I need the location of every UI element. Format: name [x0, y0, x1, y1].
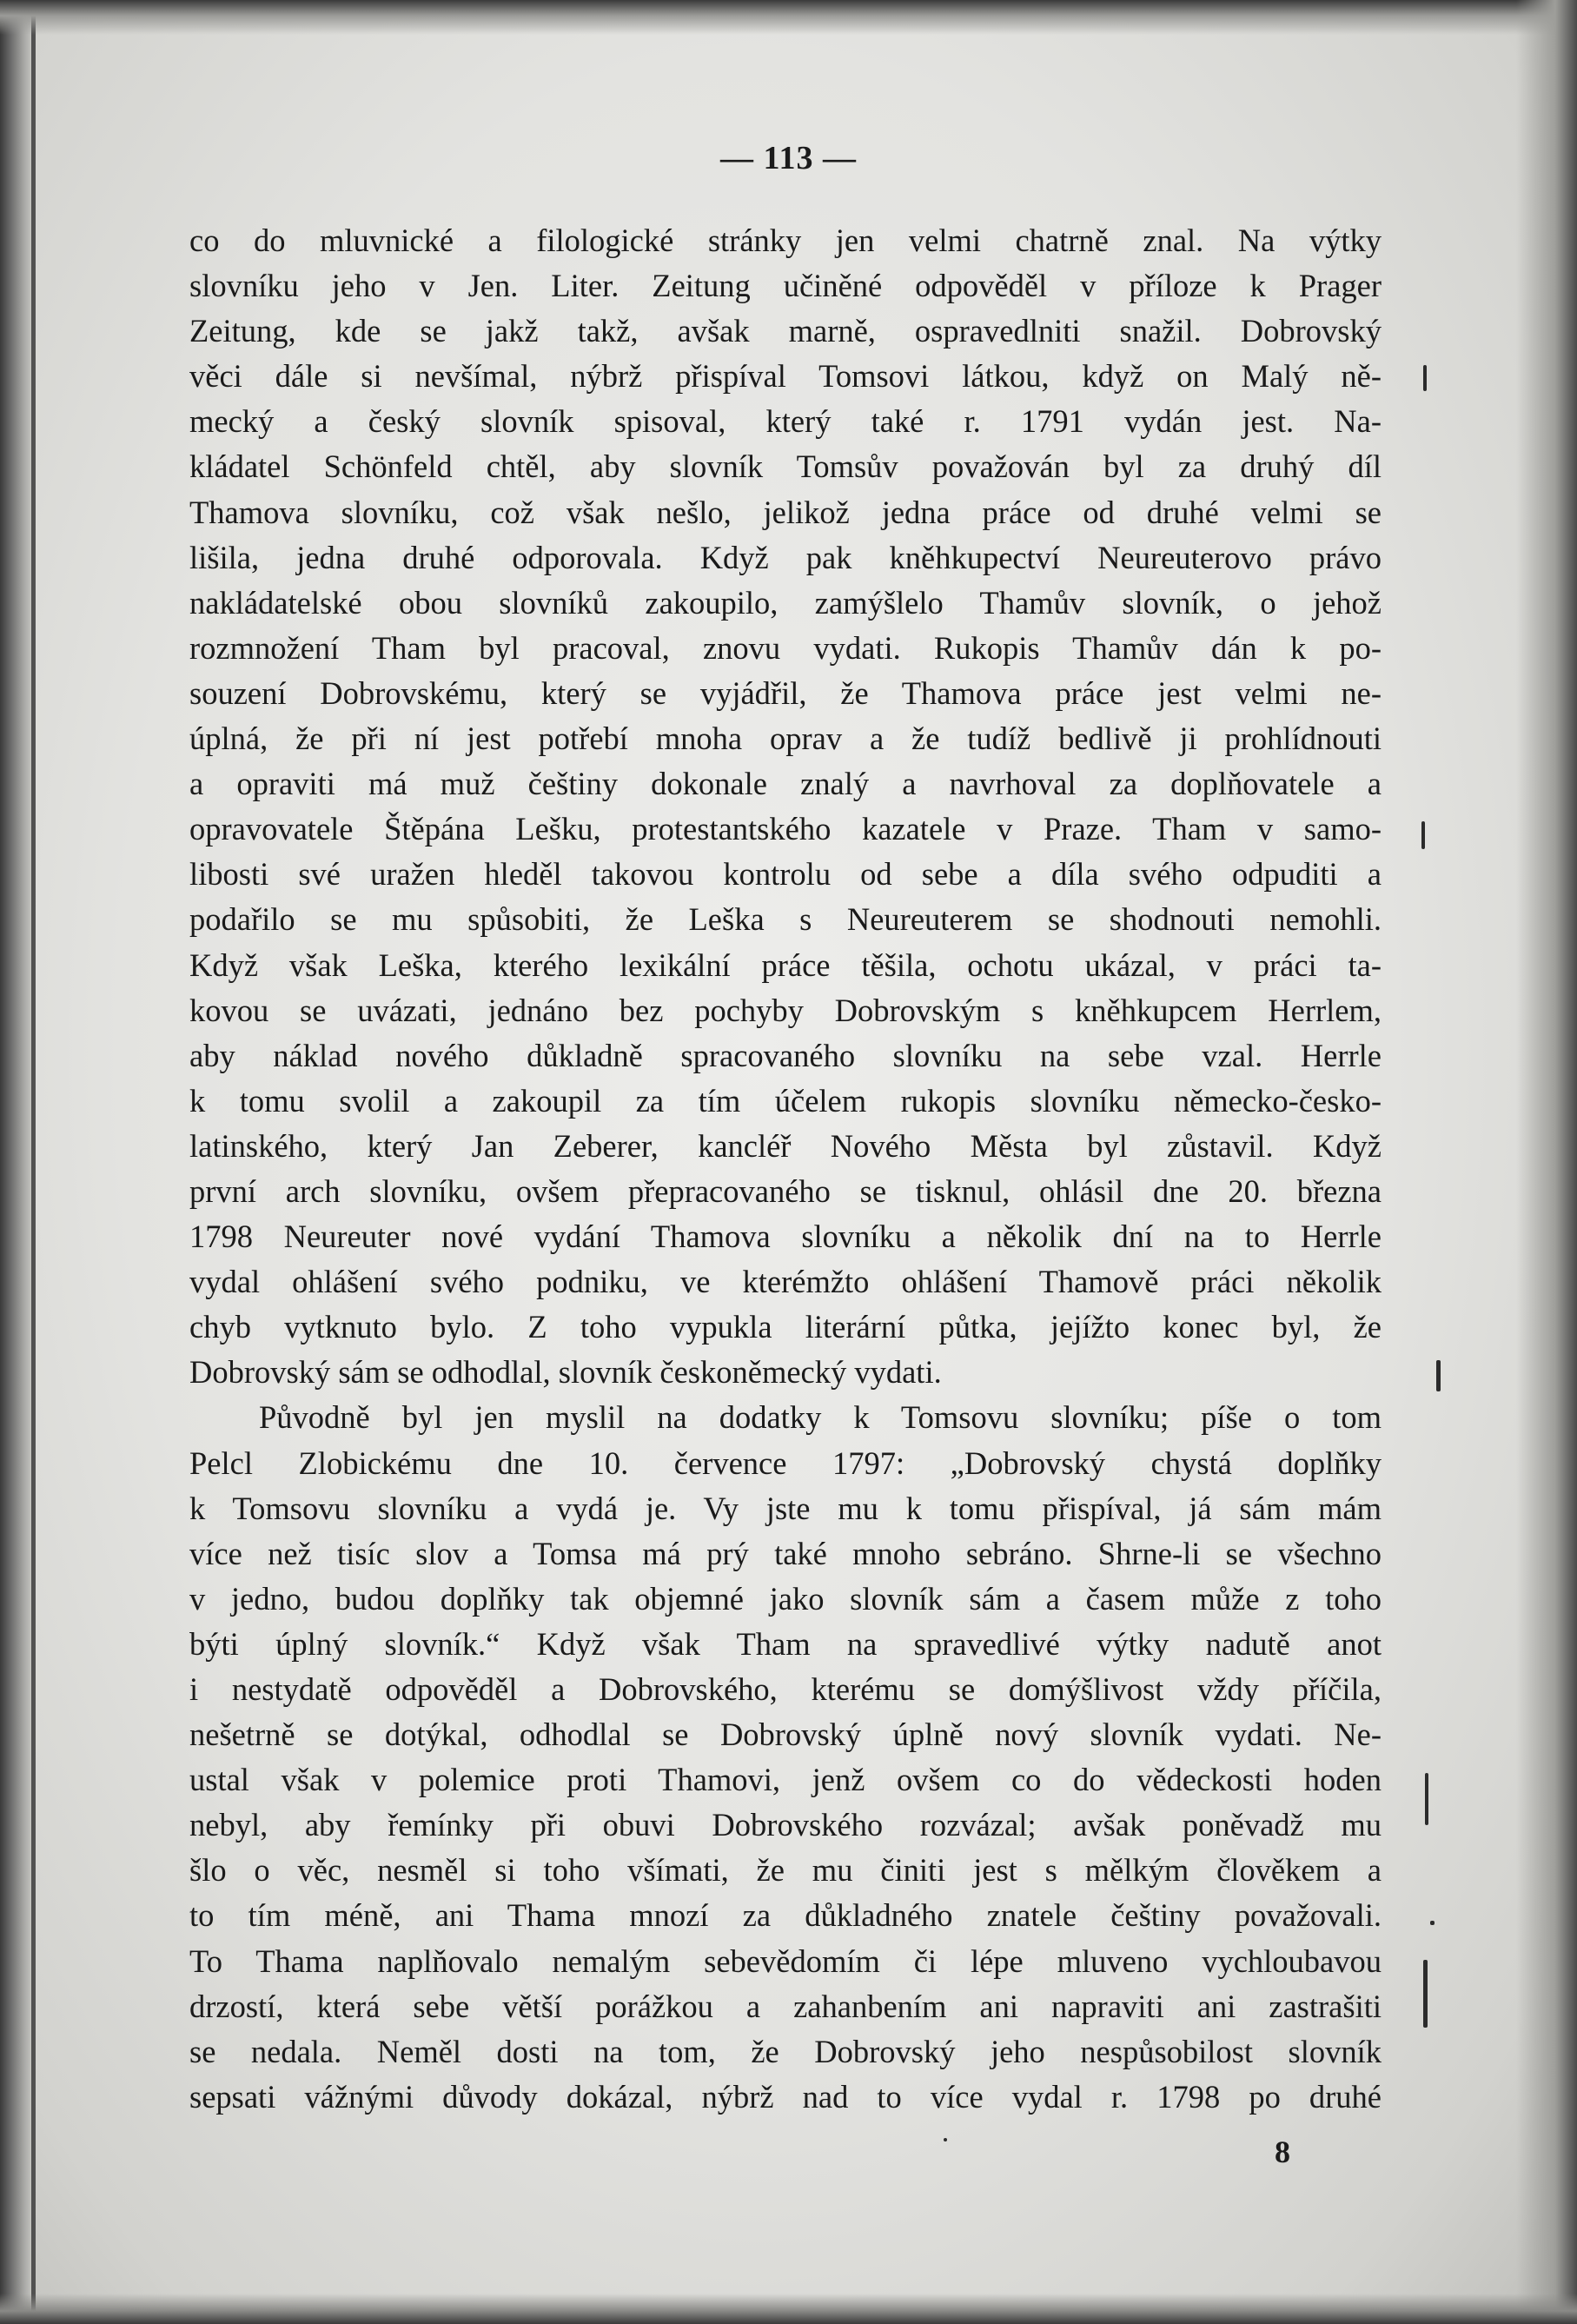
text-line: rozmnožení Tham byl pracoval, znovu vydati. Rukopis Thamův dán k po- — [189, 629, 1382, 666]
text-line: latinského, který Jan Zeberer, kancléř Nového Města byl zůstavil. Když — [189, 1127, 1382, 1164]
margin-mark — [1436, 1360, 1441, 1391]
text-line: mecký a český slovník spisoval, který také r. 1791 vydán jest. Na- — [189, 403, 1382, 440]
text-line: libosti své uražen hleděl takovou kontrolu od sebe a díla svého odpuditi a — [189, 856, 1382, 893]
text-line: Dobrovský sám se odhodlal, slovník českoněmecký vydati. — [189, 1354, 942, 1391]
text-line: to tím méně, ani Thama mnozí za důkladného znatele češtiny považovali. — [189, 1897, 1382, 1934]
binding-edge — [31, 0, 36, 2324]
margin-mark — [944, 2138, 947, 2141]
text-line: více než tisíc slov a Tomsa má prý také mnoho sebráno. Shrne-li se všechno — [189, 1535, 1382, 1571]
text-line: podařilo se mu spůsobiti, že Leška s Neureuterem se shodnouti nemohli. — [189, 901, 1382, 938]
text-line: vydal ohlášení svého podniku, ve kterémžto ohlášení Thamově práci několik — [189, 1264, 1382, 1300]
text-line: chyb vytknuto bylo. Z toho vypukla literární půtka, jejížto konec byl, že — [189, 1309, 1382, 1345]
margin-mark — [1423, 365, 1427, 391]
page-number: — 113 — — [720, 140, 857, 176]
printer-signature-mark: 8 — [1275, 2135, 1290, 2169]
text-line: 1798 Neureuter nové vydání Thamova slovníku a několik dní na to Herrle — [189, 1218, 1382, 1255]
text-line: kládatel Schönfeld chtěl, aby slovník Tomsův považován byl za druhý díl — [189, 448, 1382, 485]
text-line: v jedno, budou doplňky tak objemné jako slovník sám a časem může z toho — [189, 1580, 1382, 1617]
bottom-edge-shadow — [0, 2294, 1577, 2324]
margin-mark — [1425, 1773, 1428, 1825]
text-line: ustal však v polemice proti Thamovi, jenž ovšem co do vědeckosti hoden — [189, 1762, 1382, 1798]
text-line: se nedala. Neměl dosti na tom, že Dobrovský jeho nespůsobilost slovník — [189, 2033, 1382, 2069]
text-line: Thamova slovníku, což však nešlo, jelikož jedna práce od druhé velmi se — [189, 494, 1382, 530]
margin-mark — [1430, 1921, 1435, 1925]
text-line: lišila, jedna druhé odporovala. Když pak kněhkupectví Neureuterovo právo — [189, 539, 1382, 575]
text-line: slovníku jeho v Jen. Liter. Zeitung učiněné odpověděl v příloze k Prager — [189, 268, 1382, 304]
text-line: kovou se uvázati, jednáno bez pochyby Dobrovským s kněhkupcem Herrlem, — [189, 992, 1382, 1028]
right-edge-shadow — [1516, 0, 1577, 2324]
text-line: první arch slovníku, ovšem přepracovaného se tisknul, ohlásil dne 20. března — [189, 1172, 1382, 1209]
text-line: drzostí, která sebe větší porážkou a zahanbením ani napraviti ani zastrašiti — [189, 1988, 1382, 2024]
body-text — [189, 218, 1382, 2120]
text-line: věci dále si nevšímal, nýbrž přispíval Tomsovi látkou, když on Malý ně- — [189, 358, 1382, 395]
text-line: aby náklad nového důkladně spracovaného slovníku na sebe vzal. Herrle — [189, 1037, 1382, 1073]
text-line: šlo o věc, nesměl si toho všímati, že mu činiti jest s mělkým člověkem a — [189, 1852, 1382, 1889]
text-line: a opraviti má muž češtiny dokonale znalý a navrhoval za doplňovatele a — [189, 766, 1382, 802]
text-line: co do mluvnické a filologické stránky jen velmi chatrně znal. Na výtky — [189, 222, 1382, 258]
text-line: býti úplný slovník.“ Když však Tham na spravedlivé výtky nadutě anot — [189, 1625, 1382, 1662]
text-line: sepsati vážnými důvody dokázal, nýbrž nad to více vydal r. 1798 po druhé — [189, 2078, 1382, 2115]
text-line: Pelcl Zlobickému dne 10. července 1797: „Dobrovský chystá doplňky — [189, 1444, 1382, 1481]
text-line: nebyl, aby řemínky při obuvi Dobrovského rozvázal; avšak poněvadž mu — [189, 1807, 1382, 1843]
text-line: nešetrně se dotýkal, odhodlal se Dobrovský úplně nový slovník vydati. Ne- — [189, 1716, 1382, 1753]
text-line: k tomu svolil a zakoupil za tím účelem rukopis slovníku německo-česko- — [189, 1082, 1382, 1119]
margin-mark — [1423, 1960, 1428, 2028]
text-line: Zeitung, kde se jakž takž, avšak marně, ospravedlniti snažil. Dobrovský — [189, 313, 1382, 349]
text-line: nakládatelské obou slovníků zakoupilo, zamýšlelo Thamův slovník, o jehož — [189, 584, 1382, 621]
text-line: i nestydatě odpověděl a Dobrovského, kterému se domýšlivost vždy příčila, — [189, 1671, 1382, 1707]
book-binding-shadow — [0, 0, 35, 2324]
text-line: Když však Leška, kterého lexikální práce těšila, ochotu ukázal, v práci ta- — [189, 946, 1382, 983]
top-edge-shadow — [0, 0, 1577, 35]
text-line: úplná, že při ní jest potřebí mnoha oprav a že tudíž bedlivě ji prohlídnouti — [189, 720, 1382, 757]
text-line: k Tomsovu slovníku a vydá je. Vy jste mu k tomu přispíval, já sám mám — [189, 1490, 1382, 1526]
text-line: Původně byl jen myslil na dodatky k Tomsovu slovníku; píše o tom — [259, 1399, 1382, 1436]
text-line: To Thama naplňovalo nemalým sebevědomím či lépe mluveno vychloubavou — [189, 1942, 1382, 1979]
text-line: opravovatele Štěpána Lešku, protestantského kazatele v Praze. Tham v samo- — [189, 811, 1382, 847]
text-line: souzení Dobrovskému, který se vyjádřil, že Thamova práce jest velmi ne- — [189, 674, 1382, 711]
margin-mark — [1421, 821, 1425, 849]
